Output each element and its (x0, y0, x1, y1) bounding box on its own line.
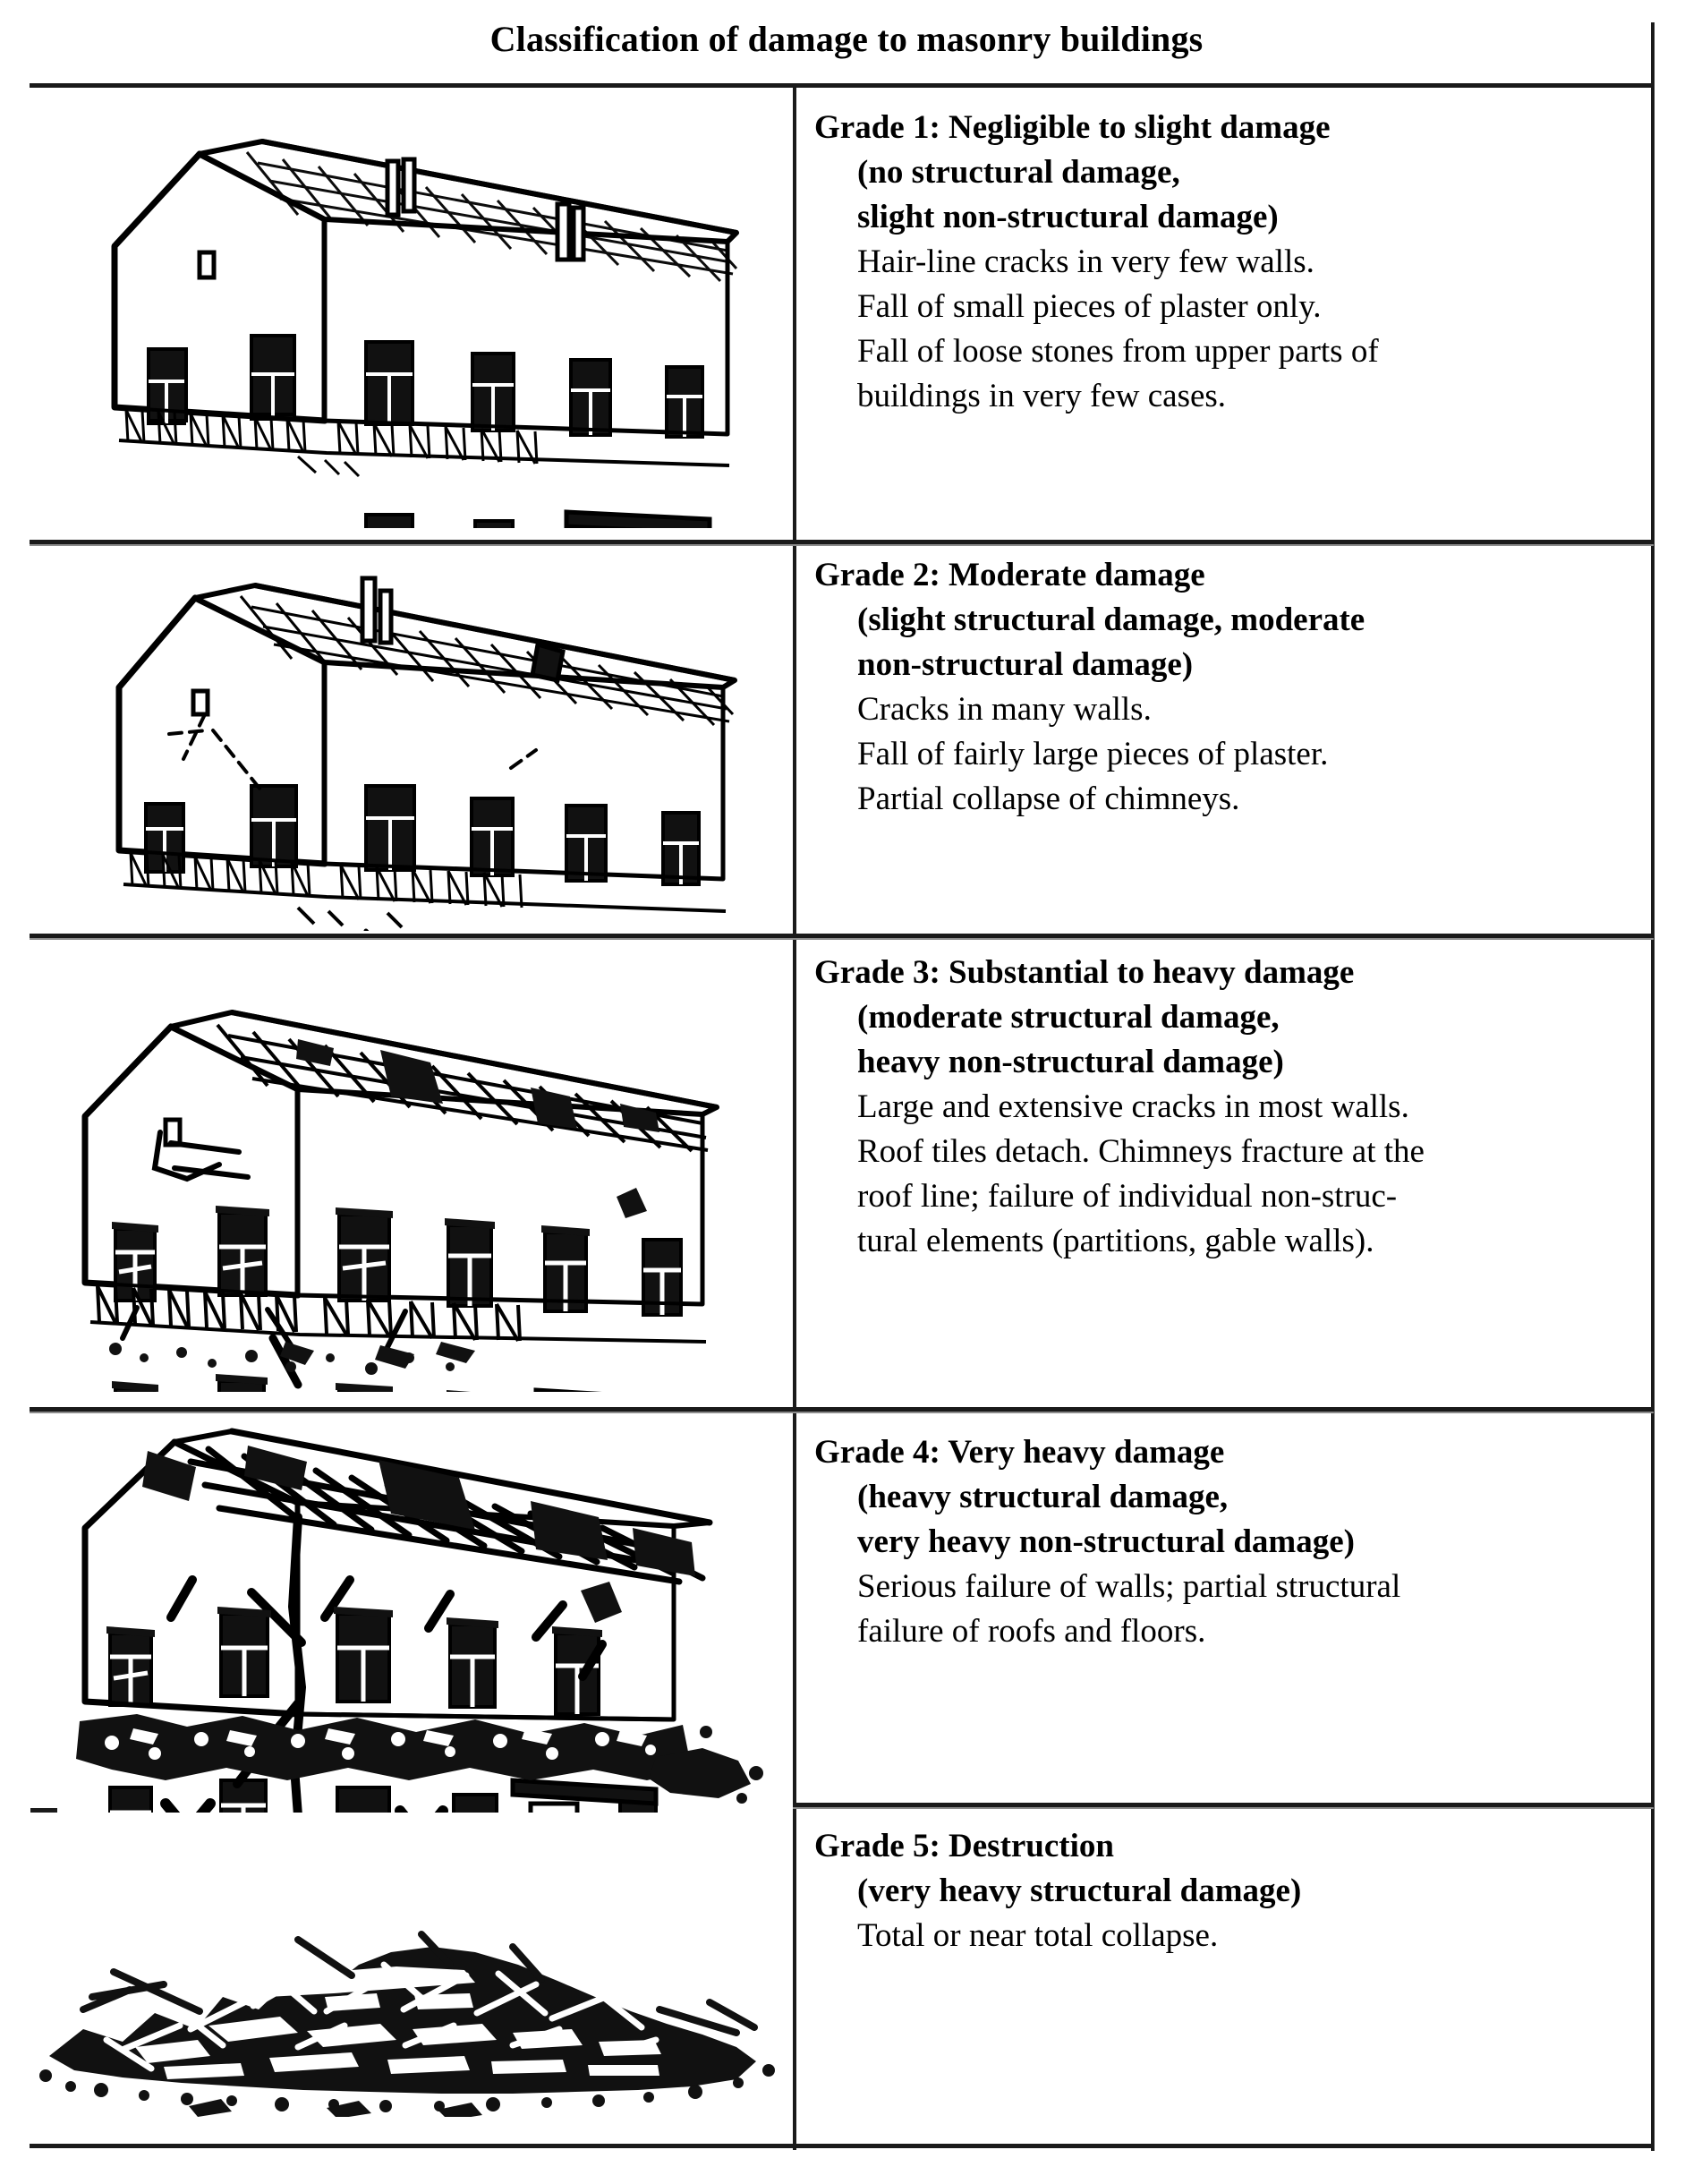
grade-4-paren-line-2: very heavy non-structural damage) (857, 1523, 1355, 1560)
grade-1-paren-line-1: (no structural damage, (857, 154, 1180, 191)
grade-2-paren-line-1: (slight structural damage, moderate (857, 601, 1365, 638)
grade-2-body-line-1: Cracks in many walls. (857, 691, 1152, 728)
grade-5-paren-line-1: (very heavy structural damage) (857, 1873, 1302, 1909)
grade-3-body-line-1: Large and extensive cracks in most walls. (857, 1088, 1409, 1125)
grade-3-paren-line-2: heavy non-structural damage) (857, 1044, 1284, 1080)
row-divider-3-4 (30, 1407, 1654, 1412)
illustration-grade-2 (30, 555, 793, 931)
row-divider-2-3 (30, 934, 1654, 938)
illustration-grade-4 (30, 1419, 793, 1813)
description-grade-2 (814, 553, 1638, 822)
grade-5-body-line-1: Total or near total collapse. (857, 1917, 1219, 1954)
house-moderate-damage-drawing (30, 555, 793, 931)
illustration-grade-1 (30, 98, 793, 528)
rubble-pile-drawing (30, 1821, 793, 2117)
grade-1-heading: Grade 1: Negligible to slight damage (814, 109, 1331, 146)
grade-2-body-line-3: Partial collapse of chimneys. (857, 781, 1240, 817)
description-grade-3 (814, 951, 1638, 1264)
description-grade-4 (814, 1430, 1638, 1654)
row-divider-1-2 (30, 540, 1654, 544)
grade-5-heading: Grade 5: Destruction (814, 1828, 1114, 1864)
row-divider-4-5 (793, 1803, 1654, 1807)
grade-1-body-line-1: Hair-line cracks in very few walls. (857, 243, 1314, 280)
house-very-heavy-damage-drawing (30, 1419, 793, 1813)
grade-4-paren-line-1: (heavy structural damage, (857, 1479, 1229, 1515)
house-intact-drawing (30, 98, 793, 528)
grade-3-heading: Grade 3: Substantial to heavy damage (814, 954, 1355, 991)
grade-4-body-line-1: Serious failure of walls; partial structural (857, 1568, 1401, 1605)
grade-1-body-line-3: Fall of loose stones from upper parts of (857, 333, 1379, 370)
table-title-bar (0, 0, 1693, 83)
table-right-border (1651, 22, 1655, 2151)
grade-1-body-line-2: Fall of small pieces of plaster only. (857, 288, 1322, 325)
grade-2-body-line-2: Fall of fairly large pieces of plaster. (857, 736, 1329, 772)
page-title: Classification of damage to masonry buildings (489, 19, 1204, 59)
illustration-grade-5 (30, 1821, 793, 2117)
grade-3-body-line-2: Roof tiles detach. Chimneys fracture at the (857, 1133, 1425, 1170)
grade-2-heading: Grade 2: Moderate damage (814, 557, 1205, 593)
grade-2-paren-line-2: non-structural damage) (857, 646, 1194, 683)
grade-3-body-line-4: tural elements (partitions, gable walls). (857, 1223, 1374, 1259)
grade-1-body-line-4: buildings in very few cases. (857, 378, 1227, 414)
table-column-divider (793, 83, 796, 2150)
description-grade-5 (814, 1824, 1638, 1958)
illustration-grade-3 (30, 953, 793, 1392)
house-heavy-damage-drawing (30, 953, 793, 1392)
grade-4-heading: Grade 4: Very heavy damage (814, 1434, 1225, 1471)
grade-3-body-line-3: roof line; failure of individual non-struc- (857, 1178, 1398, 1215)
grade-4-body-line-2: failure of roofs and floors. (857, 1613, 1206, 1650)
grade-3-paren-line-1: (moderate structural damage, (857, 999, 1280, 1036)
description-grade-1 (814, 106, 1638, 419)
grade-1-paren-line-2: slight non-structural damage) (857, 199, 1279, 235)
